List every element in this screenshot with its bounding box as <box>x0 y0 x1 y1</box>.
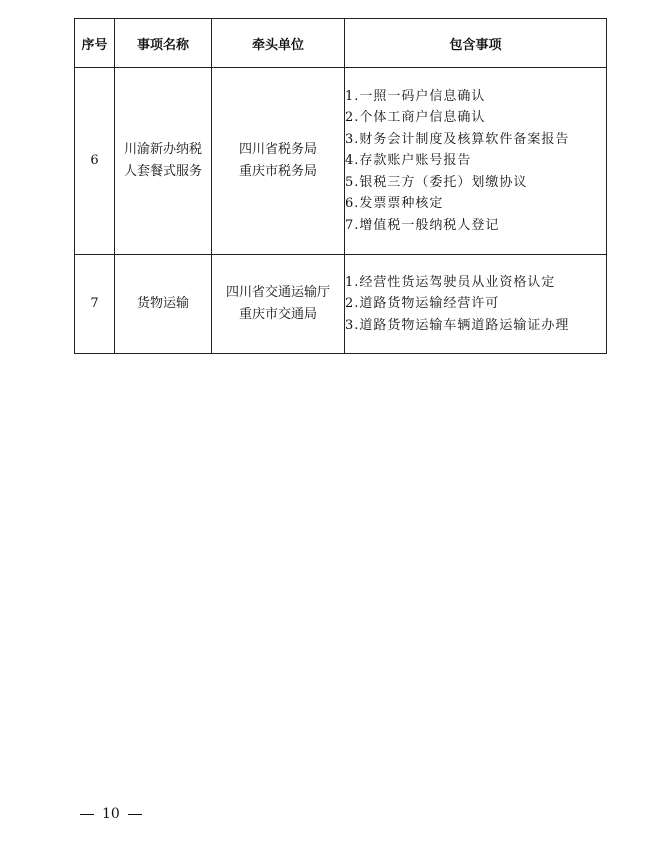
header-row <box>75 19 607 68</box>
matters-table <box>74 18 607 354</box>
header-lead: 牵头单位 <box>212 19 345 68</box>
header-name: 事项名称 <box>115 19 212 68</box>
row-no: 7 <box>75 255 115 354</box>
row-lead-line: 重庆市税务局 <box>238 164 317 179</box>
header-items: 包含事项 <box>345 19 607 68</box>
list-item: 5.银税三方（委托）划缴协议 <box>345 174 528 190</box>
footer-dash-right <box>128 814 142 815</box>
footer-dash-left <box>80 814 94 815</box>
row-name <box>115 68 212 255</box>
row-lead <box>212 255 345 354</box>
row-name-line: 人套餐式服务 <box>123 164 202 179</box>
list-item: 4.存款账户账号报告 <box>345 153 472 169</box>
row-lead <box>212 68 345 255</box>
header-no: 序号 <box>75 19 115 68</box>
row-name <box>115 255 212 354</box>
list-item: 7.增值税一般纳税人登记 <box>345 217 500 233</box>
page-number: 10 <box>102 806 120 822</box>
list-item: 6.发票票种核定 <box>345 196 444 212</box>
row-name-line: 川渝新办纳税 <box>123 142 202 157</box>
list-item: 3.财务会计制度及核算软件备案报告 <box>345 131 570 147</box>
table-row <box>75 255 607 354</box>
table-row <box>75 68 607 255</box>
list-item: 1.一照一码户信息确认 <box>345 88 486 104</box>
row-name-line: 货物运输 <box>136 296 189 311</box>
row-lead-line: 四川省税务局 <box>238 142 317 157</box>
list-item: 2.道路货物运输经营许可 <box>345 296 500 312</box>
list-item: 1.经营性货运驾驶员从业资格认定 <box>345 274 556 290</box>
row-items <box>345 255 607 354</box>
list-item: 3.道路货物运输车辆道路运输证办理 <box>345 317 570 333</box>
row-lead-line: 四川省交通运输厅 <box>225 285 330 300</box>
row-lead-line: 重庆市交通局 <box>238 307 317 322</box>
page-footer <box>80 806 142 822</box>
list-item: 2.个体工商户信息确认 <box>345 110 486 126</box>
row-no: 6 <box>75 68 115 255</box>
row-items <box>345 68 607 255</box>
